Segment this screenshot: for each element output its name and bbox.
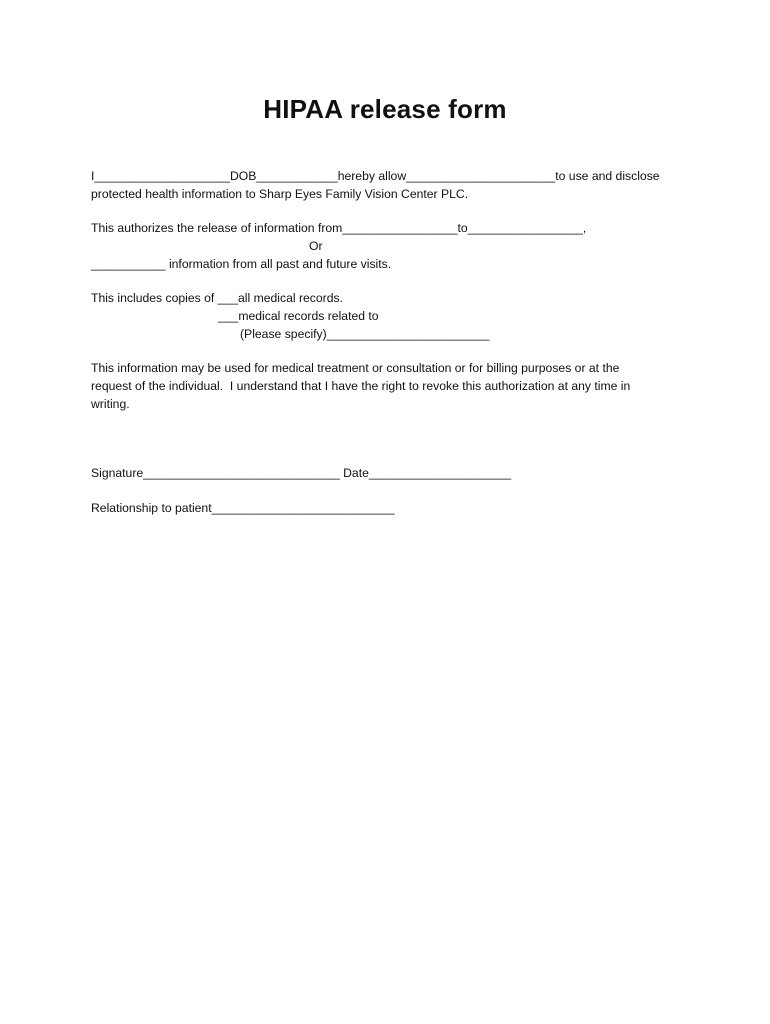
or-text: Or (309, 239, 323, 253)
please-specify-line: (Please specify)________________________ (240, 327, 490, 341)
all-visits-line: ___________ information from all past and future visits. (91, 257, 392, 271)
copies-related-records-line: ___medical records related to (218, 309, 379, 323)
relationship-line: Relationship to patient___________________________ (91, 501, 395, 515)
usage-statement-line-2: request of the individual. I understand that I have the right to revoke this authorization at any time in (91, 379, 631, 393)
copies-all-records-line: This includes copies of ___all medical records. (91, 291, 343, 305)
authorization-line-name-dob: I____________________DOB____________hereby allow______________________to use and disclose (91, 169, 660, 183)
usage-statement-line-1: This information may be used for medical treatment or consultation or for billing purposes or at the (91, 361, 620, 375)
usage-statement-line-3: writing. (91, 397, 130, 411)
page-title: HIPAA release form (263, 94, 507, 124)
signature-date-line: Signature_____________________________ Date_____________________ (91, 466, 512, 480)
authorization-line-provider: protected health information to Sharp Eyes Family Vision Center PLC. (91, 187, 469, 201)
release-dates-line: This authorizes the release of information from_________________to_________________, (91, 221, 587, 235)
